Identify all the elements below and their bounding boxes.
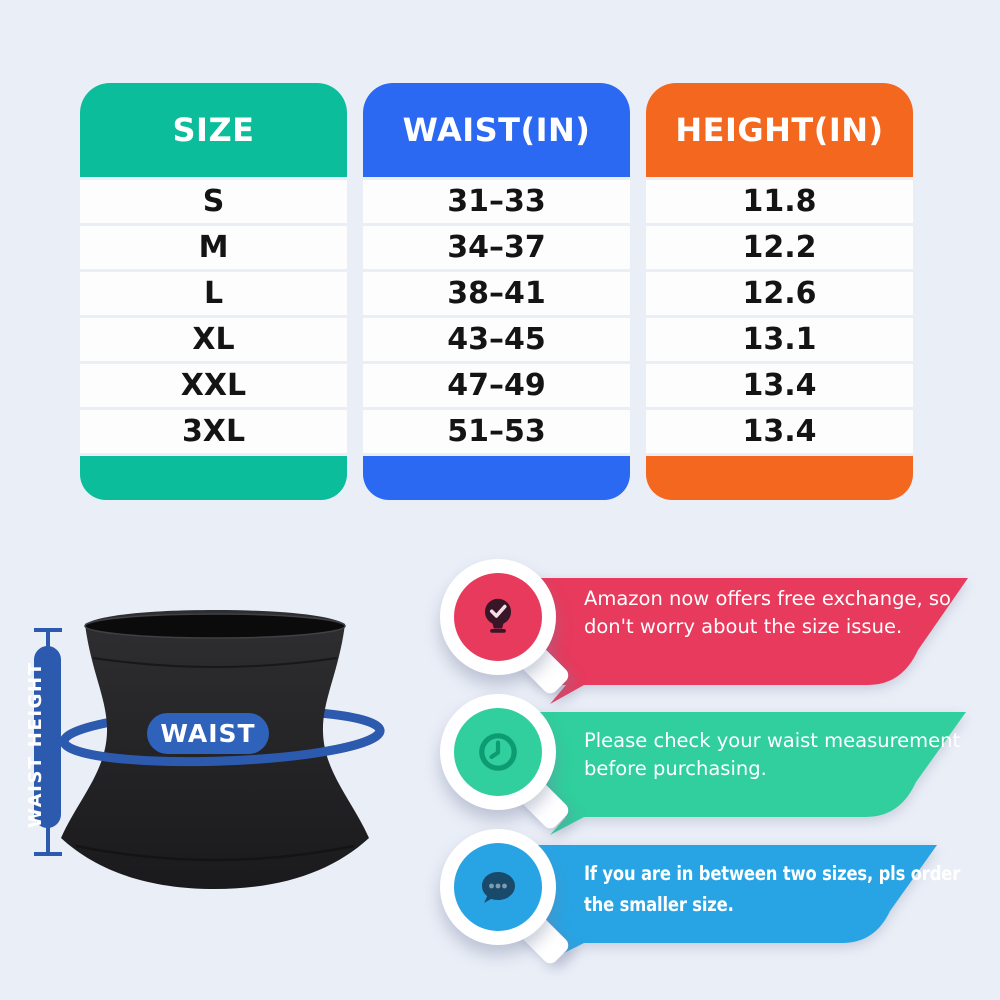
callout-line: If you are in between two sizes, pls order (584, 862, 961, 885)
size-column-footer (80, 456, 347, 500)
callout-line: before purchasing. (584, 757, 767, 780)
lightbulb-check-icon (474, 593, 522, 641)
callout-badge-exchange (440, 559, 556, 675)
height-cell: 13.1 (646, 318, 913, 361)
waist-label: WAIST (160, 719, 256, 748)
height-column (646, 83, 913, 500)
chat-dots-icon (474, 863, 522, 911)
height-cell: 13.4 (646, 364, 913, 407)
height-cell: 13.4 (646, 410, 913, 453)
waist-column (363, 83, 630, 500)
size-column-header: SIZE (80, 83, 347, 177)
waist-cell: 47–49 (363, 364, 630, 407)
size-chart-table (80, 83, 913, 500)
callout-line: Please check your waist measurement (584, 729, 961, 752)
callout-text-measure (584, 727, 960, 783)
size-cell: S (80, 180, 347, 223)
height-cell: 12.6 (646, 272, 913, 315)
callout-badge-between-sizes (440, 829, 556, 945)
callout-line: the smaller size. (584, 893, 734, 916)
waist-height-measure (25, 630, 62, 854)
height-cell: 12.2 (646, 226, 913, 269)
size-cell: M (80, 226, 347, 269)
waist-cell: 38–41 (363, 272, 630, 315)
waist-cell: 34–37 (363, 226, 630, 269)
size-cell: XL (80, 318, 347, 361)
callout-text-exchange (584, 585, 951, 641)
size-cell: 3XL (80, 410, 347, 453)
waist-trainer-diagram (0, 570, 460, 910)
height-cell: 11.8 (646, 180, 913, 223)
trainer-top-opening (85, 614, 345, 638)
waist-cell: 51–53 (363, 410, 630, 453)
callout-line: Amazon now offers free exchange, so (584, 587, 951, 610)
waist-cell: 31–33 (363, 180, 630, 223)
waist-height-label: WAIST HEIGHT (25, 662, 46, 828)
height-column-footer (646, 456, 913, 500)
size-cell: L (80, 272, 347, 315)
height-column-header: HEIGHT(IN) (646, 83, 913, 177)
waist-column-header: WAIST(IN) (363, 83, 630, 177)
callout-badge-measure (440, 694, 556, 810)
waist-column-footer (363, 456, 630, 500)
waist-cell: 43–45 (363, 318, 630, 361)
callout-line: don't worry about the size issue. (584, 615, 903, 638)
size-column (80, 83, 347, 500)
clock-icon (474, 728, 522, 776)
size-cell: XXL (80, 364, 347, 407)
callout-text-between-sizes (584, 858, 960, 920)
